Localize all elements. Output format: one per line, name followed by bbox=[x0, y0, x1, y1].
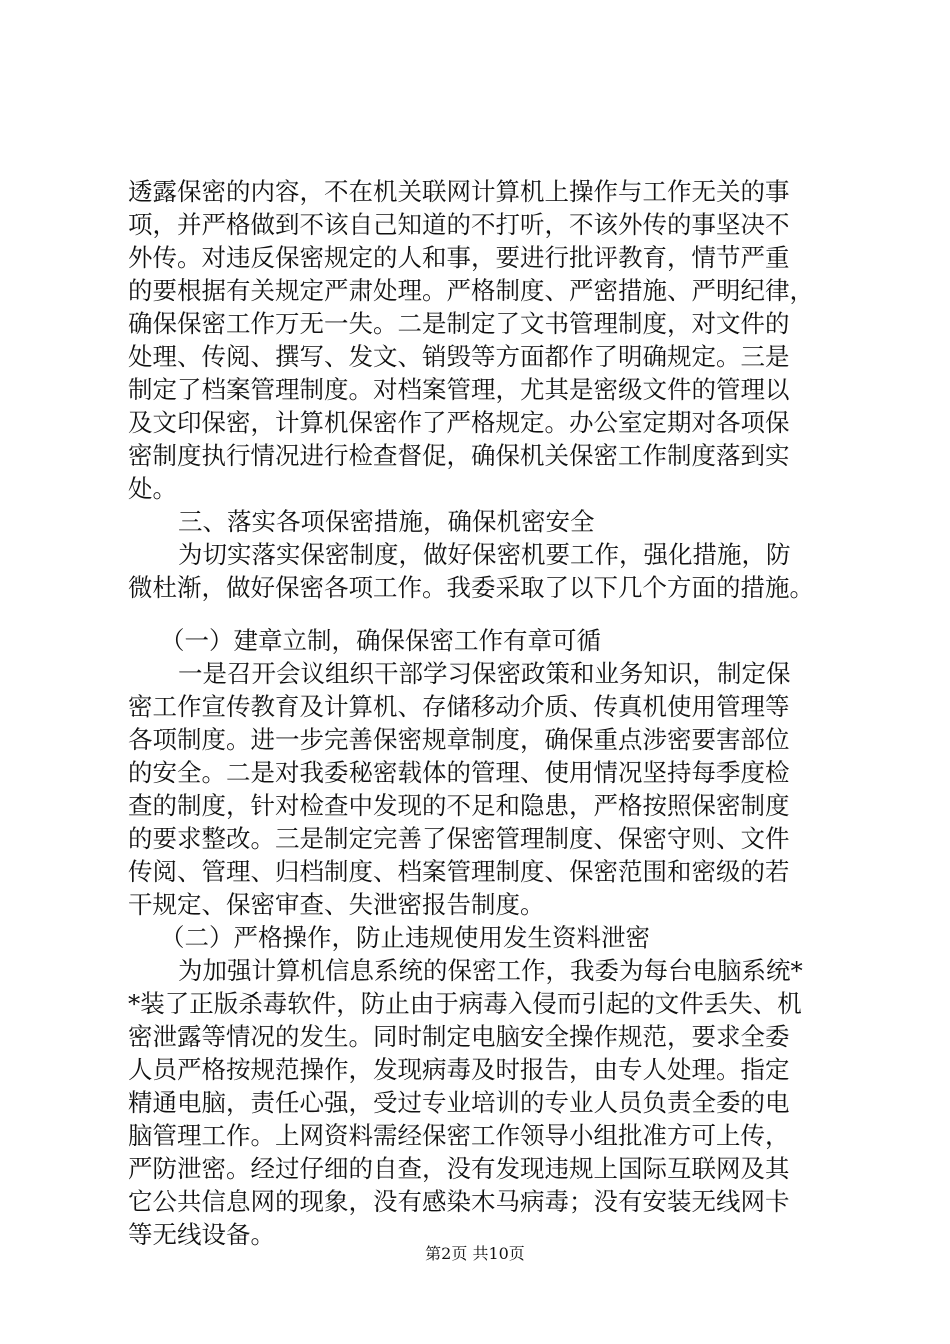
text-line: 的要根据有关规定严肃处理。严格制度、严密措施、严明纪律， bbox=[128, 276, 814, 305]
text-line: 为切实落实保密制度，做好保密机要工作，强化措施，防 bbox=[178, 540, 791, 569]
text-line: 及文印保密，计算机保密作了严格规定。办公室定期对各项保 bbox=[128, 408, 790, 437]
text-line: 等无线设备。 bbox=[128, 1220, 275, 1249]
text-line: 确保保密工作万无一失。二是制定了文书管理制度，对文件的 bbox=[128, 309, 790, 338]
text-line: 的要求整改。三是制定完善了保密管理制度、保密守则、文件 bbox=[128, 824, 790, 853]
section-heading: 三、落实各项保密措施，确保机密安全 bbox=[178, 507, 595, 536]
text-line: 微杜渐，做好保密各项工作。我委采取了以下几个方面的措施。 bbox=[128, 573, 814, 602]
text-line: 精通电脑，责任心强，受过专业培训的专业人员负责全委的电 bbox=[128, 1088, 790, 1117]
text-line: 传阅、管理、归档制度、档案管理制度、保密范围和密级的若 bbox=[128, 857, 790, 886]
text-line: 密工作宣传教育及计算机、存储移动介质、传真机使用管理等 bbox=[128, 692, 790, 721]
subsection-heading: （二）严格操作，防止违规使用发生资料泄密 bbox=[160, 923, 650, 952]
text-line: 制定了档案管理制度。对档案管理，尤其是密级文件的管理以 bbox=[128, 375, 790, 404]
text-line: 外传。对违反保密规定的人和事，要进行批评教育，情节严重 bbox=[128, 243, 790, 272]
text-line: *装了正版杀毒软件，防止由于病毒入侵而引起的文件丢失、机 bbox=[128, 989, 802, 1018]
text-line: 为加强计算机信息系统的保密工作，我委为每台电脑系统* bbox=[178, 956, 803, 985]
text-line: 透露保密的内容，不在机关联网计算机上操作与工作无关的事 bbox=[128, 177, 790, 206]
text-line: 密制度执行情况进行检查督促，确保机关保密工作制度落到实 bbox=[128, 441, 790, 470]
text-line: 干规定、保密审查、失泄密报告制度。 bbox=[128, 890, 545, 919]
text-line: 密泄露等情况的发生。同时制定电脑安全操作规范，要求全委 bbox=[128, 1022, 790, 1051]
text-line: 严防泄密。经过仔细的自查，没有发现违规上国际互联网及其 bbox=[128, 1154, 790, 1183]
text-line: 的安全。二是对我委秘密载体的管理、使用情况坚持每季度检 bbox=[128, 758, 790, 787]
text-line: 处理、传阅、撰写、发文、销毁等方面都作了明确规定。三是 bbox=[128, 342, 790, 371]
text-line: 各项制度。进一步完善保密规章制度，确保重点涉密要害部位 bbox=[128, 725, 790, 754]
text-line: 人员严格按规范操作，发现病毒及时报告，由专人处理。指定 bbox=[128, 1055, 790, 1084]
page-number-footer: 第2页 共10页 bbox=[425, 1244, 525, 1263]
subsection-heading: （一）建章立制，确保保密工作有章可循 bbox=[160, 626, 601, 655]
text-line: 项，并严格做到不该自己知道的不打听，不该外传的事坚决不 bbox=[128, 210, 790, 239]
text-line: 查的制度，针对检查中发现的不足和隐患，严格按照保密制度 bbox=[128, 791, 790, 820]
text-line: 一是召开会议组织干部学习保密政策和业务知识，制定保 bbox=[178, 659, 791, 688]
text-line: 它公共信息网的现象，没有感染木马病毒；没有安装无线网卡 bbox=[128, 1187, 790, 1216]
text-line: 脑管理工作。上网资料需经保密工作领导小组批准方可上传， bbox=[128, 1121, 790, 1150]
text-line: 处。 bbox=[128, 474, 177, 503]
